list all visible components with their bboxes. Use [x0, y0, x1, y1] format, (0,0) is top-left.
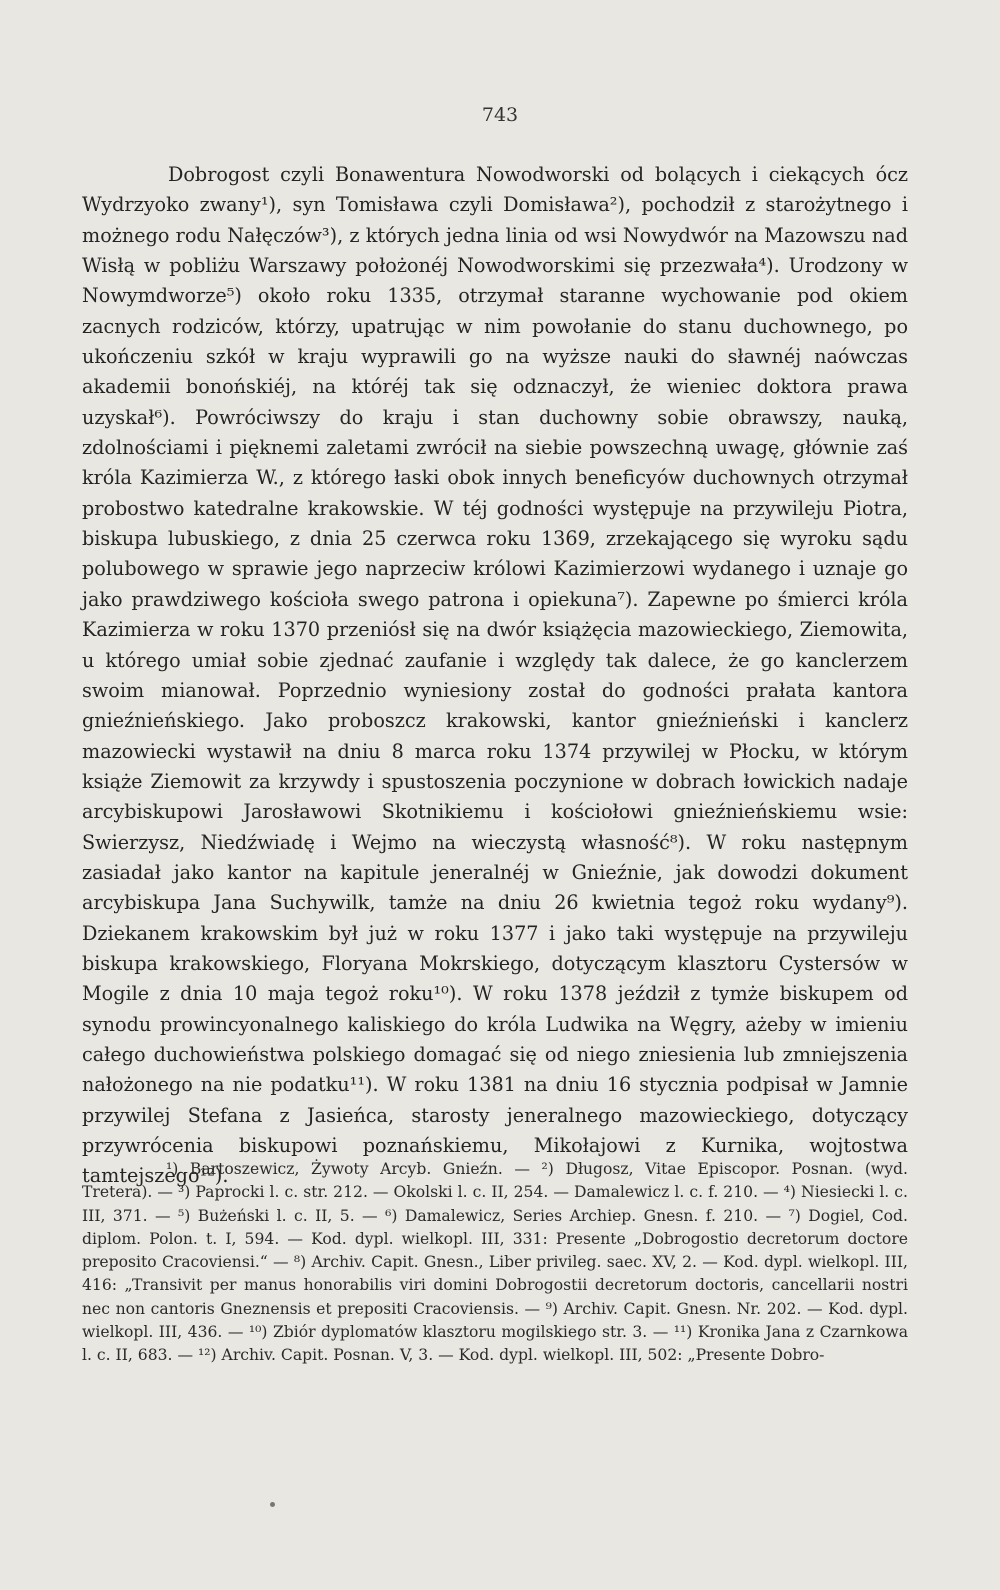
main-text-block	[82, 160, 908, 1192]
footnotes-paragraph: ¹) Bartoszewicz, Żywoty Arcyb. Gnieźn. — ²) Długosz, Vitae Episcopor. Posnan. (wyd. Tretera). — ³) Paprocki l. c. str. 212. — Okolski l. c. II, 254. — Damalewicz l. c. f. 210. — ⁴) Niesiecki l. c. III, 371. — ⁵) Bużeński l. c. II, 5. — ⁶) Damalewicz, Series Archiep. Gnesn. f. 210. — ⁷) Dogiel, Cod. diplom. Polon. t. I, 594. — Kod. dypl. wielkopl. III, 331: Presente „Dobrogostio decretorum doctore preposito Cracoviensi.“ — ⁸) Archiv. Capit. Gnesn., Liber privileg. saec. XV, 2. — Kod. dypl. wielkopl. III, 416: „Transivit per manus honorabilis viri domini Dobrogostii decretorum doctoris, cancellarii nostri nec non cantoris Gneznensis et prepositi Cracoviensis. — ⁹) Archiv. Capit. Gnesn. Nr. 202. — Kod. dypl. wielkopl. III, 436. — ¹⁰) Zbiór dyplomatów klasztoru mogilskiego str. 3. — ¹¹) Kronika Jana z Czarnkowa l. c. II, 683. — ¹²) Archiv. Capit. Posnan. V, 3. — Kod. dypl. wielkopl. III, 502: „Presente Dobro-	[82, 1160, 908, 1365]
main-paragraph: Dobrogost czyli Bonawentura Nowodworski od bolących i ciekących ócz Wydrzyoko zwany¹), syn Tomisława czyli Domisława²), pochodził z starożytnego i możnego rodu Nałęczów³), z których jedna linia od wsi Nowydwór na Mazowszu nad Wisłą w pobliżu Warszawy położonéj Nowodworskimi się przezwała⁴). Urodzony w Nowymdworze⁵) około roku 1335, otrzymał staranne wychowanie pod okiem zacnych rodziców, którzy, upatrując w nim powołanie do stanu duchownego, po ukończeniu szkół w kraju wyprawili go na wyższe nauki do sławnéj naówczas akademii bonońskiéj, na któréj tak się odznaczył, że wieniec doktora prawa uzyskał⁶). Powróciwszy do kraju i stan duchowny sobie obrawszy, nauką, zdolnościami i pięknemi zaletami zwrócił na siebie powszechną uwagę, głównie zaś króla Kazimierza W., z którego łaski obok innych beneficyów duchownych otrzymał probostwo katedralne krakowskie. W téj godności występuje na przywileju Piotra, biskupa lubuskiego, z dnia 25 czerwca roku 1369, zrzekającego się wyroku sądu polubowego w sprawie jego naprzeciw królowi Kazimierzowi wydanego i uznaje go jako prawdziwego kościoła swego patrona i opiekuna⁷). Zapewne po śmierci króla Kazimierza w roku 1370 przeniósł się na dwór książęcia mazowieckiego, Ziemowita, u którego umiał sobie zjednać zaufanie i względy tak dalece, że go kanclerzem swoim mianował. Poprzednio wyniesiony został do godności prałata kantora gnieźnieńskiego. Jako proboszcz krakowski, kantor gnieźnieński i kanclerz mazowiecki wystawił na dniu 8 marca roku 1374 przywilej w Płocku, w którym książe Ziemowit za krzywdy i spustoszenia poczynione w dobrach łowickich nadaje arcybiskupowi Jarosławowi Skotnikiemu i kościołowi gnieźnieńskiemu wsie: Swierzysz, Niedźwiadę i Wejmo na wieczystą własność⁸). W roku następnym zasiadał jako kantor na kapitule jeneralnéj w Gnieźnie, jak dowodzi dokument arcybiskupa Jana Suchywilk, tamże na dniu 26 kwietnia tegoż roku wydany⁹). Dziekanem krakowskim był już w roku 1377 i jako taki występuje na przywileju biskupa krakowskiego, Floryana Mokrskiego, dotyczącym klasztoru Cystersów w Mogile z dnia 10 maja tegoż roku¹⁰). W roku 1378 jeździł z tymże biskupem od synodu prowincyonalnego kaliskiego do króla Ludwika na Węgry, ażeby w imieniu całego duchowieństwa polskiego domagać się od niego zniesienia lub zmniejszenia nałożonego na nie podatku¹¹). W roku 1381 na dniu 16 stycznia podpisał w Jamnie przywilej Stefana z Jasieńca, starosty jeneralnego mazowieckiego, dotyczący przywrócenia biskupowi poznańskiemu, Mikołajowi z Kurnika, wojtostwa tamtejszego¹²).	[82, 163, 908, 1188]
page-number: 743	[481, 104, 519, 126]
print-speck	[270, 1502, 275, 1507]
footnotes-block	[82, 1158, 908, 1368]
